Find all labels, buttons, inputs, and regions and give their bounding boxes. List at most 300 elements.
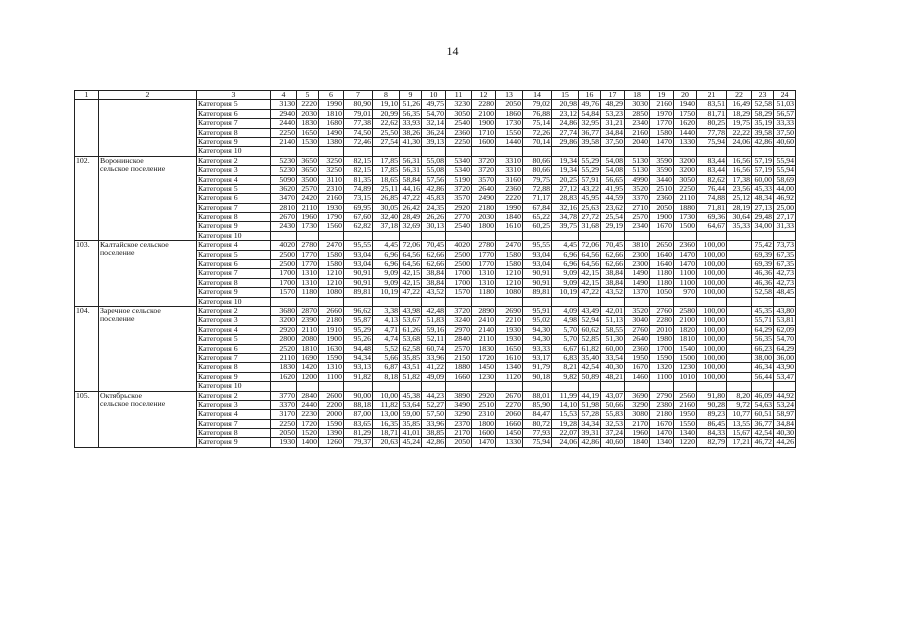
settlement-name-line: сельское поселение [100, 398, 166, 408]
value-cell: 53,67 [400, 316, 422, 325]
value-cell: 3650 [297, 156, 319, 165]
value-cell: 38,85 [422, 429, 446, 438]
header-cell: 18 [625, 91, 650, 100]
value-cell: 4,13 [373, 316, 400, 325]
value-cell: 4,71 [373, 325, 400, 334]
value-cell: 5340 [446, 166, 472, 175]
value-cell: 43,52 [422, 288, 446, 297]
value-cell: 46,36 [752, 269, 774, 278]
value-cell: 69,95 [344, 203, 373, 212]
value-cell: 2360 [650, 194, 674, 203]
value-cell: 1840 [625, 438, 650, 447]
value-cell: 74,88 [697, 194, 727, 203]
value-cell: 4020 [446, 241, 472, 250]
value-cell: 2170 [625, 419, 650, 428]
value-cell: 83,65 [344, 419, 373, 428]
value-cell: 45,24 [400, 438, 422, 447]
value-cell: 62,82 [344, 222, 373, 231]
value-cell: 89,23 [697, 410, 727, 419]
value-cell: 1550 [496, 128, 523, 137]
header-cell: 12 [472, 91, 496, 100]
value-cell: 70,45 [422, 241, 446, 250]
header-cell: 5 [297, 91, 319, 100]
value-cell: 3500 [297, 175, 319, 184]
header-cell: 20 [674, 91, 697, 100]
value-cell: 3290 [625, 400, 650, 409]
value-cell: 1340 [674, 429, 697, 438]
value-cell: 100,00 [697, 372, 727, 381]
value-cell: 29,19 [601, 222, 625, 231]
settlement-name-cell [99, 391, 197, 447]
value-cell [674, 382, 697, 391]
value-cell: 71,81 [697, 203, 727, 212]
value-cell: 60,00 [601, 344, 625, 353]
value-cell: 71,17 [523, 194, 552, 203]
value-cell: 10,19 [552, 288, 579, 297]
value-cell: 9,09 [552, 278, 579, 287]
value-cell: 1490 [319, 128, 344, 137]
value-cell: 16,56 [727, 166, 752, 175]
value-cell: 59,00 [400, 410, 422, 419]
value-cell: 90,28 [697, 400, 727, 409]
row-number-cell [75, 100, 99, 156]
value-cell: 62,58 [400, 344, 422, 353]
value-cell: 80,66 [523, 166, 552, 175]
value-cell: 64,29 [774, 344, 796, 353]
value-cell [601, 147, 625, 156]
category-cell: Категория 5 [197, 184, 271, 193]
value-cell: 60,62 [579, 325, 601, 334]
value-cell: 81,35 [344, 175, 373, 184]
value-cell: 39,75 [552, 222, 579, 231]
value-cell: 60,25 [523, 222, 552, 231]
value-cell: 1230 [472, 372, 496, 381]
value-cell: 79,01 [344, 109, 373, 118]
value-cell: 67,35 [774, 250, 796, 259]
value-cell: 2380 [650, 400, 674, 409]
settlement-name-line: Октябрьское [100, 391, 142, 400]
value-cell: 2920 [446, 203, 472, 212]
value-cell: 2690 [496, 306, 523, 315]
value-cell: 1650 [297, 128, 319, 137]
value-cell: 4,74 [373, 335, 400, 344]
value-cell: 1580 [319, 250, 344, 259]
row-number-cell: 104. [75, 306, 99, 391]
value-cell: 1500 [674, 353, 697, 362]
value-cell: 5130 [625, 156, 650, 165]
value-cell: 1590 [650, 353, 674, 362]
value-cell: 41,95 [601, 184, 625, 193]
value-cell: 2940 [271, 109, 297, 118]
value-cell: 1940 [674, 100, 697, 109]
header-cell: 19 [650, 91, 674, 100]
header-cell: 15 [552, 91, 579, 100]
value-cell: 2490 [472, 194, 496, 203]
value-cell: 39,58 [579, 137, 601, 146]
value-cell [727, 382, 752, 391]
value-cell: 82,79 [697, 438, 727, 447]
value-cell: 34,00 [752, 222, 774, 231]
value-cell: 45,33 [752, 184, 774, 193]
value-cell: 2050 [446, 438, 472, 447]
value-cell: 10,00 [373, 391, 400, 400]
table-row [75, 391, 796, 400]
value-cell: 38,84 [601, 269, 625, 278]
value-cell [400, 382, 422, 391]
category-cell: Категория 8 [197, 363, 271, 372]
value-cell: 48,29 [601, 100, 625, 109]
value-cell: 44,19 [579, 391, 601, 400]
value-cell: 1930 [271, 438, 297, 447]
value-cell: 1660 [496, 419, 523, 428]
category-cell: Категория 4 [197, 325, 271, 334]
value-cell: 2420 [297, 194, 319, 203]
value-cell: 2160 [674, 400, 697, 409]
value-cell [446, 297, 472, 306]
value-cell: 2500 [271, 260, 297, 269]
value-cell [472, 147, 496, 156]
value-cell: 1730 [297, 222, 319, 231]
value-cell: 6,67 [552, 344, 579, 353]
value-cell: 2780 [297, 241, 319, 250]
value-cell: 2300 [625, 260, 650, 269]
value-cell: 1900 [472, 119, 496, 128]
value-cell: 42,86 [579, 438, 601, 447]
value-cell: 30,64 [727, 213, 752, 222]
value-cell: 2250 [446, 137, 472, 146]
value-cell: 48,34 [752, 194, 774, 203]
value-cell: 56,35 [400, 109, 422, 118]
value-cell: 62,66 [422, 250, 446, 259]
value-cell: 88,01 [523, 391, 552, 400]
value-cell: 1770 [472, 250, 496, 259]
value-cell: 9,09 [373, 269, 400, 278]
value-cell: 1470 [674, 260, 697, 269]
value-cell: 1770 [472, 260, 496, 269]
value-cell: 51,26 [400, 100, 422, 109]
value-cell: 20,99 [373, 109, 400, 118]
value-cell: 20,25 [552, 175, 579, 184]
value-cell: 20,63 [373, 438, 400, 447]
value-cell: 2180 [319, 316, 344, 325]
value-cell [727, 372, 752, 381]
value-cell: 4,09 [552, 306, 579, 315]
value-cell: 25,63 [579, 203, 601, 212]
category-cell: Категория 4 [197, 241, 271, 250]
category-cell: Категория 4 [197, 175, 271, 184]
value-cell: 100,00 [697, 278, 727, 287]
value-cell: 89,81 [523, 288, 552, 297]
value-cell: 43,22 [579, 184, 601, 193]
value-cell: 43,51 [400, 363, 422, 372]
value-cell: 46,09 [752, 391, 774, 400]
value-cell: 80,90 [344, 100, 373, 109]
value-cell: 28,83 [552, 194, 579, 203]
value-cell: 1930 [319, 203, 344, 212]
value-cell: 1640 [650, 250, 674, 259]
value-cell: 35,85 [400, 353, 422, 362]
settlement-name-cell [99, 241, 197, 307]
value-cell [697, 231, 727, 240]
value-cell: 1600 [472, 429, 496, 438]
value-cell: 6,87 [373, 363, 400, 372]
value-cell: 1210 [319, 269, 344, 278]
value-cell: 56,35 [752, 335, 774, 344]
value-cell: 95,26 [344, 335, 373, 344]
value-cell: 33,96 [422, 353, 446, 362]
value-cell [579, 147, 601, 156]
value-cell: 2270 [496, 400, 523, 409]
value-cell: 40,30 [601, 363, 625, 372]
value-cell: 970 [674, 288, 697, 297]
value-cell: 2170 [446, 429, 472, 438]
settlement-name-line: Калтайское сельское [100, 240, 169, 250]
value-cell: 1750 [674, 109, 697, 118]
value-cell: 38,84 [422, 278, 446, 287]
value-cell: 31,68 [579, 222, 601, 231]
value-cell: 2030 [472, 213, 496, 222]
value-cell: 3310 [496, 166, 523, 175]
value-cell: 2470 [496, 241, 523, 250]
value-cell [650, 297, 674, 306]
value-cell: 2440 [271, 119, 297, 128]
value-cell: 1210 [496, 269, 523, 278]
value-cell: 2500 [446, 250, 472, 259]
value-cell: 1420 [297, 363, 319, 372]
value-cell: 33,93 [400, 119, 422, 128]
value-cell: 1470 [650, 137, 674, 146]
value-cell: 1670 [625, 363, 650, 372]
category-cell: Категория 7 [197, 269, 271, 278]
value-cell: 2520 [271, 344, 297, 353]
value-cell: 91,79 [523, 363, 552, 372]
value-cell: 44,00 [774, 184, 796, 193]
value-cell [697, 382, 727, 391]
value-cell: 3160 [496, 175, 523, 184]
value-cell: 55,94 [774, 156, 796, 165]
category-cell: Категория 3 [197, 400, 271, 409]
value-cell: 1490 [625, 269, 650, 278]
value-cell: 4,45 [373, 241, 400, 250]
value-cell: 3230 [446, 100, 472, 109]
value-cell: 46,92 [774, 194, 796, 203]
value-cell [446, 231, 472, 240]
row-number-cell: 105. [75, 391, 99, 447]
value-cell: 1080 [319, 288, 344, 297]
value-cell: 6,96 [552, 260, 579, 269]
value-cell: 52,58 [752, 100, 774, 109]
value-cell: 1550 [674, 419, 697, 428]
value-cell: 1230 [674, 363, 697, 372]
value-cell: 100,00 [697, 250, 727, 259]
value-cell: 38,84 [422, 269, 446, 278]
value-cell: 2180 [650, 410, 674, 419]
value-cell: 26,26 [422, 213, 446, 222]
value-cell [697, 297, 727, 306]
value-cell: 1700 [271, 278, 297, 287]
value-cell: 2780 [472, 241, 496, 250]
value-cell: 95,55 [344, 241, 373, 250]
value-cell: 1180 [472, 288, 496, 297]
value-cell [297, 297, 319, 306]
value-cell [271, 231, 297, 240]
value-cell: 51,98 [579, 400, 601, 409]
value-cell: 1620 [674, 119, 697, 128]
value-cell: 5,52 [373, 344, 400, 353]
value-cell: 2800 [271, 335, 297, 344]
value-cell: 2050 [650, 203, 674, 212]
value-cell: 1200 [297, 372, 319, 381]
value-cell: 1900 [650, 213, 674, 222]
value-cell: 1820 [674, 325, 697, 334]
value-cell: 2210 [496, 316, 523, 325]
value-cell: 93,13 [344, 363, 373, 372]
value-cell: 89,81 [344, 288, 373, 297]
header-cell: 8 [373, 91, 400, 100]
value-cell [552, 231, 579, 240]
value-cell: 1490 [625, 278, 650, 287]
value-cell: 4990 [625, 175, 650, 184]
value-cell: 95,91 [523, 306, 552, 315]
value-cell: 79,37 [344, 438, 373, 447]
value-cell: 36,24 [422, 128, 446, 137]
value-cell: 32,53 [601, 419, 625, 428]
value-cell: 2280 [650, 316, 674, 325]
value-cell: 43,98 [400, 306, 422, 315]
value-cell: 55,83 [601, 410, 625, 419]
value-cell: 2050 [271, 429, 297, 438]
value-cell: 9,82 [552, 372, 579, 381]
value-cell: 62,66 [422, 260, 446, 269]
value-cell [752, 231, 774, 240]
value-cell: 29,48 [752, 213, 774, 222]
value-cell: 2890 [472, 306, 496, 315]
value-cell: 1580 [319, 260, 344, 269]
value-cell: 1610 [496, 353, 523, 362]
value-cell: 23,62 [601, 203, 625, 212]
value-cell: 77,38 [344, 119, 373, 128]
value-cell: 2510 [472, 400, 496, 409]
value-cell [650, 231, 674, 240]
value-cell: 87,00 [344, 410, 373, 419]
value-cell: 2250 [271, 419, 297, 428]
value-cell [727, 241, 752, 250]
value-cell: 25,12 [727, 194, 752, 203]
value-cell: 1630 [319, 344, 344, 353]
value-cell: 1800 [472, 222, 496, 231]
value-cell: 2410 [472, 316, 496, 325]
category-cell: Категория 7 [197, 119, 271, 128]
value-cell: 55,08 [422, 166, 446, 175]
value-cell: 17,85 [373, 166, 400, 175]
value-cell: 1570 [446, 288, 472, 297]
value-cell: 2710 [625, 203, 650, 212]
value-cell: 2110 [271, 353, 297, 362]
value-cell: 40,60 [601, 438, 625, 447]
value-cell: 42,86 [422, 438, 446, 447]
value-cell [297, 147, 319, 156]
value-cell: 27,17 [774, 213, 796, 222]
category-cell: Категория 10 [197, 382, 271, 391]
value-cell: 1310 [297, 269, 319, 278]
value-cell: 4020 [271, 241, 297, 250]
value-cell: 5130 [625, 166, 650, 175]
value-cell: 2670 [496, 391, 523, 400]
value-cell [579, 231, 601, 240]
value-cell: 67,60 [344, 213, 373, 222]
value-cell: 1520 [297, 429, 319, 438]
page-number: 14 [446, 44, 459, 58]
value-cell: 1440 [496, 137, 523, 146]
value-cell: 100,00 [697, 260, 727, 269]
value-cell [727, 316, 752, 325]
value-cell: 44,16 [400, 184, 422, 193]
category-cell: Категория 9 [197, 137, 271, 146]
value-cell: 1320 [650, 363, 674, 372]
value-cell: 3470 [271, 194, 297, 203]
value-cell: 1770 [650, 119, 674, 128]
value-cell: 65,22 [523, 213, 552, 222]
value-cell: 39,31 [579, 429, 601, 438]
value-cell: 80,25 [697, 119, 727, 128]
value-cell: 1730 [496, 119, 523, 128]
value-cell: 36,00 [774, 353, 796, 362]
value-cell: 1810 [297, 344, 319, 353]
value-cell: 53,68 [400, 335, 422, 344]
value-cell: 90,91 [344, 278, 373, 287]
value-cell: 2110 [297, 325, 319, 334]
value-cell: 8,18 [373, 372, 400, 381]
value-cell: 43,49 [579, 306, 601, 315]
value-cell: 19,10 [373, 100, 400, 109]
value-cell: 52,58 [752, 288, 774, 297]
value-cell: 1670 [650, 222, 674, 231]
value-cell: 28,49 [400, 213, 422, 222]
value-cell: 1810 [319, 109, 344, 118]
table-row [75, 306, 796, 315]
value-cell: 55,29 [579, 166, 601, 175]
value-cell: 50,66 [601, 400, 625, 409]
value-cell: 32,95 [579, 119, 601, 128]
value-cell: 51,83 [422, 316, 446, 325]
value-cell: 24,35 [422, 203, 446, 212]
category-cell: Категория 8 [197, 128, 271, 137]
value-cell: 51,82 [400, 372, 422, 381]
value-cell: 19,34 [552, 156, 579, 165]
value-cell: 1530 [297, 137, 319, 146]
value-cell: 62,09 [774, 325, 796, 334]
value-cell: 1710 [472, 128, 496, 137]
value-cell: 1310 [472, 278, 496, 287]
value-cell: 45,83 [422, 194, 446, 203]
value-cell: 5,70 [552, 335, 579, 344]
value-cell: 26,42 [400, 203, 422, 212]
settlement-name-cell [99, 100, 197, 156]
value-cell: 25,00 [774, 203, 796, 212]
value-cell [625, 297, 650, 306]
value-cell: 25,11 [373, 184, 400, 193]
value-cell: 42,86 [752, 137, 774, 146]
value-cell: 2250 [674, 184, 697, 193]
value-cell: 59,16 [422, 325, 446, 334]
value-cell: 1390 [319, 429, 344, 438]
value-cell: 86,45 [697, 419, 727, 428]
value-cell: 3370 [625, 194, 650, 203]
value-cell: 1960 [625, 429, 650, 438]
value-cell: 2870 [297, 306, 319, 315]
value-cell [271, 297, 297, 306]
value-cell: 2230 [297, 410, 319, 419]
